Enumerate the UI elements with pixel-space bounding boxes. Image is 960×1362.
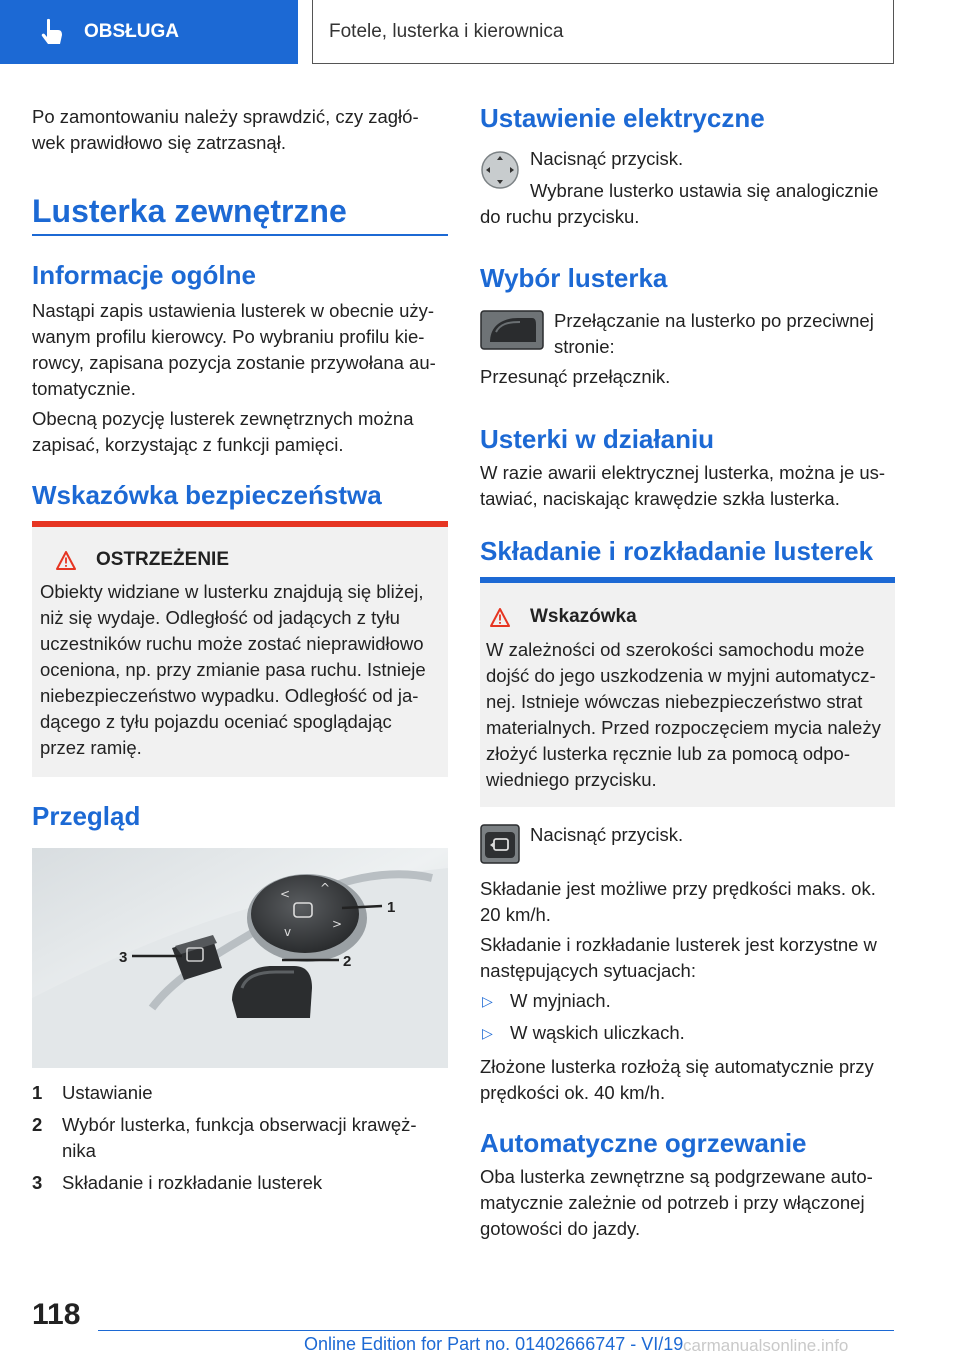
faults-text: W razie awarii elektrycznej lusterka, można je us-tawiać, naciskając krawędzie szkła lusterka.: [480, 462, 886, 509]
heading-electric: Ustawienie elektryczne: [480, 103, 765, 133]
heating-text: Oba lusterka zewnętrzne są podgrzewane auto-matycznie zależnie od potrzeb i przy włączonej gotowości do jazdy.: [480, 1166, 873, 1239]
edition-text: Online Edition for Part no. 01402666747 - VI/19: [304, 1334, 684, 1354]
svg-text:>: >: [332, 917, 343, 931]
watermark: carmanualsonline.info: [683, 1336, 849, 1355]
select-step: Przełączanie na lusterko po przeciwnej stronie:: [554, 310, 874, 357]
heading-faults: Usterki w działaniu: [480, 424, 715, 454]
heading-heating: Automatyczne ogrzewanie: [480, 1128, 807, 1158]
select-text: Przesunąć przełącznik.: [480, 366, 671, 387]
legend-item: [32, 1080, 452, 1106]
page-number: 118: [32, 1298, 81, 1331]
caution-triangle-icon: [490, 608, 510, 627]
general-paragraph-2: Obecną pozycję lusterek zewnętrznych można zapisać, korzystając z funkcji pamięci.: [32, 408, 414, 455]
general-paragraph-1: Nastąpi zapis ustawienia lusterek w obecnie uży-wanym profilu kierowcy. Po wybraniu profilu kie-rowcy, zapisana pozycja zostanie przywołana au-tomatycznie.: [32, 300, 436, 399]
heading-mirrors: Lusterka zewnętrzne: [32, 193, 347, 229]
svg-text:<: <: [280, 887, 291, 901]
intro-paragraph: Po zamontowaniu należy sprawdzić, czy zagłó-wek prawidłowo się zatrzasnął.: [32, 106, 419, 153]
list-item: [482, 990, 611, 1012]
note-bar: [480, 577, 895, 583]
svg-text:v: v: [284, 925, 292, 939]
electric-text: Wybrane lusterko ustawia się analogicznie do ruchu przycisku.: [480, 180, 879, 227]
note-title: Wskazówka: [530, 606, 637, 627]
legend-text: Składanie i rozkładanie lusterek: [62, 1172, 323, 1193]
legend-number: 3: [32, 1172, 43, 1193]
svg-text:^: ^: [320, 881, 331, 895]
section-label: OBSŁUGA: [84, 21, 179, 42]
fold-paragraph-1: Składanie jest możliwe przy prędkości maks. ok. 20 km/h.: [480, 878, 876, 925]
bullet-triangle-icon: ▷: [482, 1024, 493, 1041]
note-box: [480, 577, 895, 807]
legend-number: 1: [32, 1082, 43, 1103]
legend-text: Ustawianie: [62, 1082, 153, 1103]
heading-fold: Składanie i rozkładanie lusterek: [480, 536, 874, 566]
heading-safety: Wskazówka bezpieczeństwa: [32, 480, 382, 510]
callout-2: 2: [343, 953, 352, 970]
heading-overview: Przegląd: [32, 801, 141, 831]
hand-pointer-icon: [36, 17, 66, 47]
legend-item: [32, 1170, 452, 1196]
fold-step: Nacisnąć przycisk.: [530, 824, 684, 845]
fold-paragraph-3: Złożone lusterka rozłożą się automatycznie przy prędkości ok. 40 km/h.: [480, 1056, 874, 1103]
warning-box: [32, 521, 448, 777]
fold-mirror-button-icon: [480, 824, 520, 864]
callout-1: 1: [387, 899, 396, 916]
list-item-text: W myjniach.: [510, 990, 611, 1011]
section-tab[interactable]: [0, 0, 298, 64]
warning-title: OSTRZEŻENIE: [96, 549, 230, 570]
note-header: [490, 606, 637, 628]
footer-rule: [98, 1330, 894, 1331]
warning-bar: [32, 521, 448, 527]
list-item: [482, 1022, 685, 1044]
fold-paragraph-2: Składanie i rozkładanie lusterek jest korzystne w następujących sytuacjach:: [480, 934, 877, 981]
callout-3: 3: [119, 949, 128, 966]
electric-step: Nacisnąć przycisk.: [530, 148, 684, 169]
chapter-title: Fotele, lusterka i kierownica: [312, 0, 894, 64]
legend-text: Wybór lusterka, funkcja obserwacji krawęż-nika: [62, 1114, 417, 1161]
mirror-select-switch-icon: [480, 310, 544, 350]
note-text: W zależności od szerokości samochodu może dojść do jego uszkodzenia w myjni automatycz-nej. Istnieje wówczas niebezpieczeństwo strat materialnych. Przed rozpoczęciem mycia należy złożyć lusterka ręcznie lub za pomocą odpo-wiedniego przycisku.: [486, 639, 881, 790]
heading-general: Informacje ogólne: [32, 260, 256, 290]
bullet-triangle-icon: ▷: [482, 992, 493, 1009]
heading-select: Wybór lusterka: [480, 263, 668, 293]
warning-header: [56, 549, 229, 571]
heading-rule: [32, 234, 448, 236]
warning-text: Obiekty widziane w lusterku znajdują się bliżej, niż się wydaje. Odległość od jadących z tyłu uczestników ruchu może zostać nieprawidłowo oceniona, np. przy zmianie pasa ruchu. Istnieje niebezpieczeństwo wypadku. Odległość od ja-dącego z tyłu pojazdu oceniać spoglądając przez ramię.: [40, 581, 426, 758]
warning-triangle-icon: [56, 551, 76, 570]
mirror-controls-illustration: [32, 848, 448, 1068]
list-item-text: W wąskich uliczkach.: [510, 1022, 685, 1043]
legend-number: 2: [32, 1114, 43, 1135]
legend-item: [32, 1112, 432, 1164]
